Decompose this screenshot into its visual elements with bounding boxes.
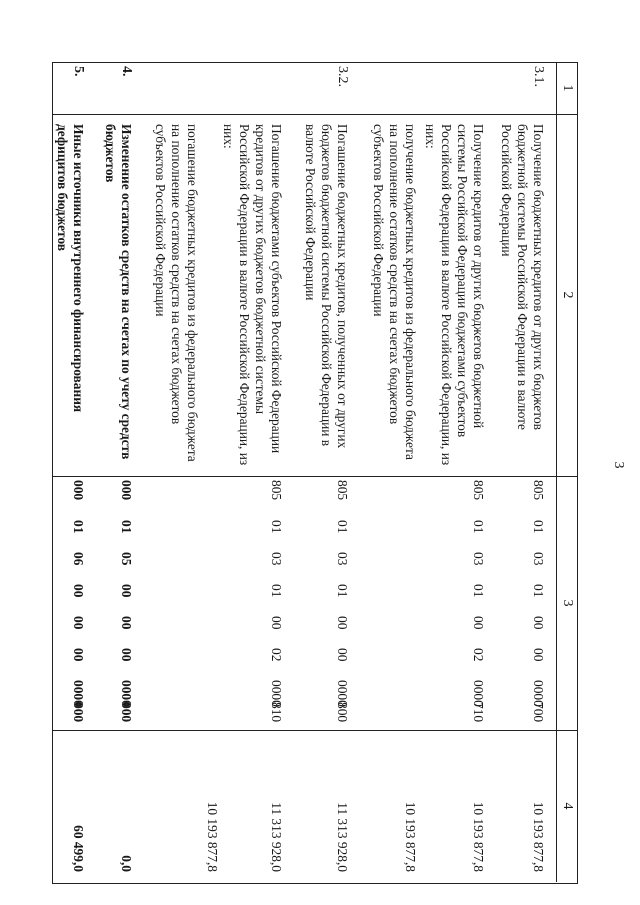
code-segment: 00 [531,648,546,662]
code-segment: 01 [269,584,284,598]
code-segment: 00 [531,616,546,630]
code-segment: 805 [269,480,284,501]
code-segment: 000 [71,480,86,501]
row-description: погашение бюджетных кредитов из федерального бюджета на пополнение остатков средств на счетах бюджетов субъектов Российской Федерации [153,124,200,462]
column-divider [53,114,578,115]
code-segment: 000 [71,702,86,723]
code-segment: 700 [531,702,546,723]
row-amount: 10 193 877,8 [471,801,486,872]
column-divider [53,730,578,731]
code-segment: 03 [531,552,546,566]
row-description: Изменение остатков средств на счетах по учету средств бюджетов [103,124,134,460]
row-number: 5. [71,66,86,77]
code-segment: 00 [119,648,134,662]
row-amount: 11 313 928,0 [269,802,284,872]
code-segment: 06 [71,552,86,566]
row-amount: 10 193 877,8 [205,801,220,872]
code-segment: 805 [531,480,546,501]
code-segment: 05 [119,552,134,566]
row-amount: 11 313 928,0 [335,802,350,872]
row-description: Иные источники внутреннего финансирования дефицитов бюджетов [55,124,86,413]
header-col-1: 1 [560,84,575,92]
row-amount: 0,0 [119,855,134,872]
row-amount: 60 499,0 [71,825,86,872]
code-segment: 710 [471,702,486,723]
code-segment: 810 [269,702,284,723]
code-segment: 805 [335,480,350,501]
code-segment: 0000 [119,680,134,707]
code-segment: 01 [471,584,486,598]
code-segment: 00 [71,616,86,630]
code-segment: 0000 [471,680,486,707]
code-segment: 01 [119,520,134,534]
code-segment: 00 [471,616,486,630]
code-segment: 000 [119,702,134,723]
code-segment: 0000 [335,680,350,707]
code-segment: 02 [269,648,284,662]
code-segment: 01 [335,520,350,534]
code-segment: 00 [71,584,86,598]
page-number: 3 [611,461,626,469]
code-segment: 0000 [71,680,86,707]
row-description: Получение кредитов от других бюджетов бюджетной системы Российской Федерации бюджетами субъектов Российской Федерации в валюте Российской Федерации, из них: [423,124,486,466]
code-segment: 00 [335,616,350,630]
code-segment: 0000 [269,680,284,707]
code-segment: 00 [269,616,284,630]
code-segment: 02 [471,648,486,662]
code-segment: 01 [531,520,546,534]
code-segment: 00 [71,648,86,662]
code-segment: 03 [335,552,350,566]
code-segment: 03 [471,552,486,566]
code-segment: 000 [119,480,134,501]
column-divider [53,476,578,477]
code-segment: 01 [335,584,350,598]
code-segment: 03 [269,552,284,566]
row-number: 4. [119,66,134,77]
code-segment: 01 [269,520,284,534]
code-segment: 01 [471,520,486,534]
row-number: 3.2. [335,66,350,87]
header-col-2: 2 [560,291,575,299]
code-segment: 00 [119,584,134,598]
row-description: Погашение бюджетных кредитов, полученных от других бюджетов бюджетной системы Российской Федерации в валюте Российской Федерации [303,124,350,449]
code-segment: 0000 [531,680,546,707]
row-number: 3.1. [531,66,546,87]
code-segment: 01 [71,520,86,534]
code-segment: 00 [335,648,350,662]
row-description: Получение бюджетных кредитов от других бюджетов бюджетной системы Российской Федерации в валюте Российской Федерации [499,124,546,430]
row-amount: 10 193 877,8 [531,801,546,872]
header-col-4: 4 [560,802,575,810]
code-segment: 01 [531,584,546,598]
code-segment: 800 [335,702,350,723]
row-amount: 10 193 877,8 [403,801,418,872]
code-segment: 00 [119,616,134,630]
row-description: получение бюджетных кредитов из федерального бюджета на пополнение остатков средств на счетах бюджетов субъектов Российской Федерации [371,124,418,460]
code-segment: 805 [471,480,486,501]
row-description: Погашение бюджетами субъектов Российской Федерации кредитов от других бюджетов бюджетной системы Российской Федерации в валюте Российской Федерации, из них: [221,124,284,466]
header-col-3: 3 [560,599,575,607]
